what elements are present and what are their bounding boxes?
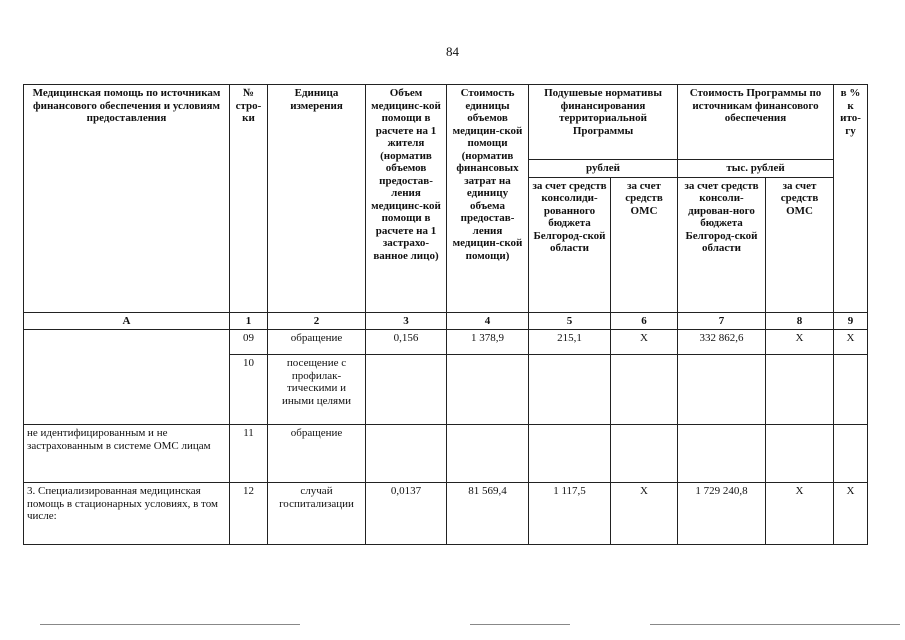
row-value-5 bbox=[529, 355, 611, 425]
row-label: не идентифицированным и не застрахованным в системе ОМС лицам bbox=[24, 425, 230, 483]
scan-edge-line bbox=[650, 624, 900, 625]
column-number: 3 bbox=[366, 312, 447, 330]
column-number: 4 bbox=[447, 312, 529, 330]
row-value-3: 0,0137 bbox=[366, 483, 447, 545]
column-number: 2 bbox=[268, 312, 366, 330]
header-col-3: Объем медицинс-кой помощи в расчете на 1 жителя (норматив объемов предостав-ления медицинс-кой помощи в расчете на 1 застрахо-ванное лицо) bbox=[366, 85, 447, 313]
header-col-9: в % к ито-гу bbox=[834, 85, 868, 313]
table-row bbox=[24, 425, 868, 483]
row-value-3 bbox=[366, 425, 447, 483]
row-label bbox=[24, 330, 230, 425]
header-col-4: Стоимость единицы объемов медицин-ской помощи (норматив финансовых затрат на единицу объема предостав-ления медицин-ской помощи) bbox=[447, 85, 529, 313]
row-number: 11 bbox=[230, 425, 268, 483]
row-value-8 bbox=[766, 355, 834, 425]
row-value-7 bbox=[678, 425, 766, 483]
row-value-8: Х bbox=[766, 330, 834, 355]
header-group-cost: Стоимость Программы по источникам финансового обеспечения bbox=[678, 85, 834, 160]
row-value-6 bbox=[611, 425, 678, 483]
row-value-7: 1 729 240,8 bbox=[678, 483, 766, 545]
row-unit: случай госпитализации bbox=[268, 483, 366, 545]
header-unit-rub: рублей bbox=[529, 160, 678, 178]
scan-edge-line bbox=[470, 624, 570, 625]
header-col-8: за счет средств ОМС bbox=[766, 177, 834, 312]
row-value-4: 81 569,4 bbox=[447, 483, 529, 545]
header-col-5: за счет средств консолиди-рованного бюджета Белгород-ской области bbox=[529, 177, 611, 312]
column-number-row bbox=[24, 312, 868, 330]
header-group-per-capita: Подушевые нормативы финансирования территориальной Программы bbox=[529, 85, 678, 160]
row-value-4: 1 378,9 bbox=[447, 330, 529, 355]
column-number: 5 bbox=[529, 312, 611, 330]
column-number: 8 bbox=[766, 312, 834, 330]
row-value-7: 332 862,6 bbox=[678, 330, 766, 355]
header-col-7: за счет средств консоли-дирован-ного бюджета Белгород-ской области bbox=[678, 177, 766, 312]
row-number: 10 bbox=[230, 355, 268, 425]
column-number: 6 bbox=[611, 312, 678, 330]
row-value-8: Х bbox=[766, 483, 834, 545]
header-unit-thous-rub: тыс. рублей bbox=[678, 160, 834, 178]
row-number: 09 bbox=[230, 330, 268, 355]
row-value-4 bbox=[447, 355, 529, 425]
row-value-5: 215,1 bbox=[529, 330, 611, 355]
header-col-6: за счет средств ОМС bbox=[611, 177, 678, 312]
row-value-9 bbox=[834, 425, 868, 483]
row-unit: обращение bbox=[268, 425, 366, 483]
table-row bbox=[24, 330, 868, 355]
row-value-6: Х bbox=[611, 483, 678, 545]
header-col-a: Медицинская помощь по источникам финансового обеспечения и условиям предоставления bbox=[24, 85, 230, 313]
program-cost-table bbox=[23, 84, 868, 545]
row-value-9: Х bbox=[834, 483, 868, 545]
column-number: А bbox=[24, 312, 230, 330]
row-value-6 bbox=[611, 355, 678, 425]
column-number: 7 bbox=[678, 312, 766, 330]
row-unit: обращение bbox=[268, 330, 366, 355]
row-value-5: 1 117,5 bbox=[529, 483, 611, 545]
row-value-5 bbox=[529, 425, 611, 483]
table-row bbox=[24, 483, 868, 545]
row-value-9 bbox=[834, 355, 868, 425]
row-label: 3. Специализированная медицинская помощь в стационарных условиях, в том числе: bbox=[24, 483, 230, 545]
header-col-1: № стро-ки bbox=[230, 85, 268, 313]
row-number: 12 bbox=[230, 483, 268, 545]
row-unit: посещение с профилак-тическими и иными целями bbox=[268, 355, 366, 425]
page-number: 84 bbox=[446, 44, 459, 59]
column-number: 1 bbox=[230, 312, 268, 330]
header-col-2: Единица измерения bbox=[268, 85, 366, 313]
row-value-6: Х bbox=[611, 330, 678, 355]
row-value-3 bbox=[366, 355, 447, 425]
column-number: 9 bbox=[834, 312, 868, 330]
row-value-4 bbox=[447, 425, 529, 483]
row-value-7 bbox=[678, 355, 766, 425]
row-value-8 bbox=[766, 425, 834, 483]
scan-edge-line bbox=[40, 624, 300, 625]
row-value-3: 0,156 bbox=[366, 330, 447, 355]
row-value-9: Х bbox=[834, 330, 868, 355]
